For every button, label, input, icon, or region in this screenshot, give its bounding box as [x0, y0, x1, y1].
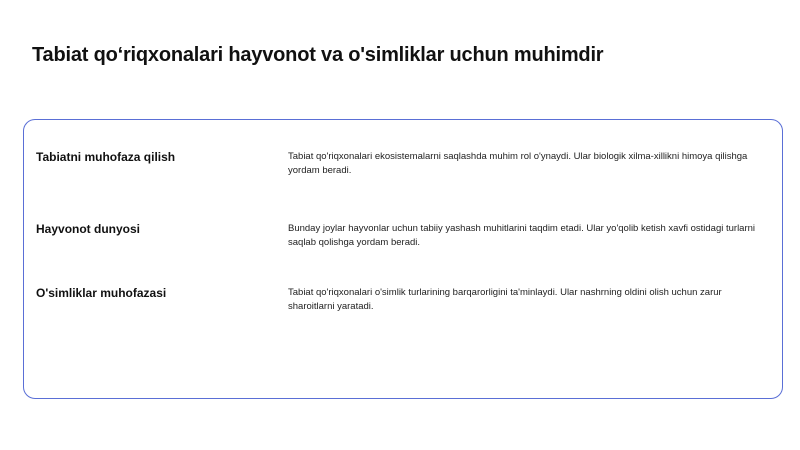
row-heading: Hayvonot dunyosi: [36, 222, 141, 236]
row-description: Tabiat qo'riqxonalari o'simlik turlarining barqarorligini ta'minlaydi. Ular nashrning oldini olish uchun zarur sharoitlarni yaratadi.: [288, 287, 722, 312]
content-card: [23, 119, 783, 399]
row-heading: O'simliklar muhofazasi: [36, 286, 167, 300]
slide-title: Tabiat qo‘riqxonalari hayvonot va o'simliklar uchun muhimdir: [32, 44, 604, 66]
row-heading: Tabiatni muhofaza qilish: [36, 150, 176, 164]
row-description: Bunday joylar hayvonlar uchun tabiiy yashash muhitlarini taqdim etadi. Ular yo'qolib ketish xavfi ostidagi turlarni saqlab qolishga yordam beradi.: [288, 223, 756, 248]
row-description: Tabiat qo'riqxonalari ekosistemalarni saqlashda muhim rol o'ynaydi. Ular biologik xilma-xillikni himoya qilishga yordam beradi.: [288, 151, 748, 176]
